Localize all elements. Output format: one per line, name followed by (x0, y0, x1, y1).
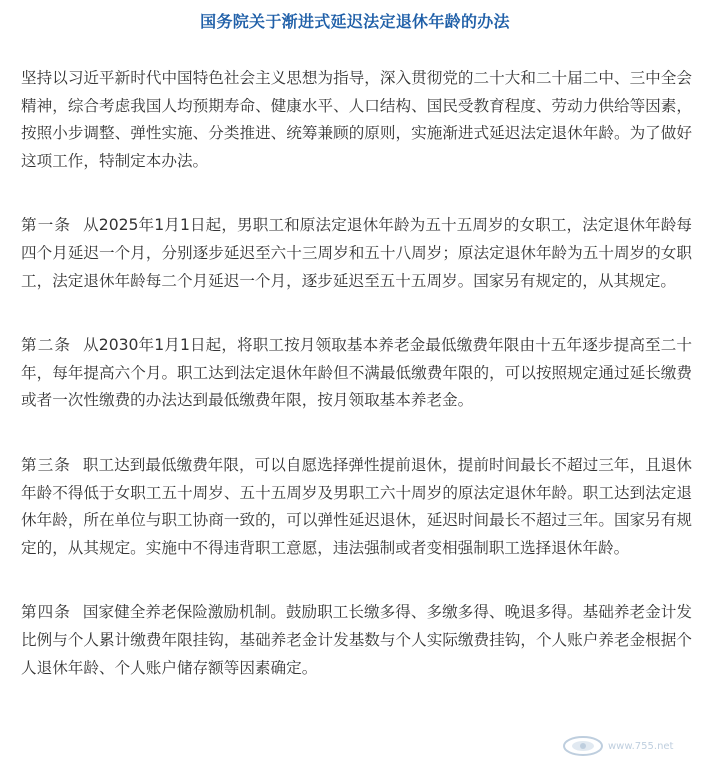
watermark-logo-icon (562, 734, 604, 758)
article-4 (21, 599, 692, 682)
document-title: 国务院关于渐进式延迟法定退休年龄的办法 (200, 12, 510, 31)
article-label: 第二条 (21, 336, 72, 355)
article-text: 从2030年1月1日起，将职工按月领取基本养老金最低缴费年限由十五年逐步提高至二十年，每年提高六个月。职工达到法定退休年龄但不满最低缴费年限的，可以按照规定通过延长缴费或者一次性缴费的办法达到最低缴费年限，按月领取基本养老金。 (21, 336, 692, 410)
article-label: 第四条 (21, 603, 71, 622)
article-text: 从2025年1月1日起，男职工和原法定退休年龄为五十五周岁的女职工，法定退休年龄每四个月延迟一个月，分别逐步延迟至六十三周岁和五十八周岁；原法定退休年龄为五十周岁的女职工，法定退休年龄每二个月延迟一个月，逐步延迟至五十五周岁。国家另有规定的，从其规定。 (21, 216, 692, 290)
preamble-paragraph: 坚持以习近平新时代中国特色社会主义思想为指导，深入贯彻党的二十大和二十届二中、三中全会精神，综合考虑我国人均预期寿命、健康水平、人口结构、国民受教育程度、劳动力供给等因素，按照小步调整、弹性实施、分类推进、统筹兼顾的原则，实施渐进式延迟法定退休年龄。为了做好这项工作，特制定本办法。 (21, 69, 692, 170)
article-label: 第一条 (21, 216, 72, 235)
article-text: 职工达到最低缴费年限，可以自愿选择弹性提前退休，提前时间最长不超过三年，且退休年龄不得低于女职工五十周岁、五十五周岁及男职工六十周岁的原法定退休年龄。职工达到法定退休年龄，所在单位与职工协商一致的，可以弹性延迟退休，延迟时间最长不超过三年。国家另有规定的，从其规定。实施中不得违背职工意愿，违法强制或者变相强制职工选择退休年龄。 (21, 455, 692, 557)
article-2 (21, 332, 692, 415)
article-text: 国家健全养老保险激励机制。鼓励职工长缴多得、多缴多得、晚退多得。基础养老金计发比例与个人累计缴费年限挂钩，基础养老金计发基数与个人实际缴费挂钩，个人账户养老金根据个人退休年龄、个人账户储存额等因素确定。 (21, 603, 692, 677)
site-watermark (562, 732, 702, 760)
watermark-text: www.755.net (608, 740, 674, 752)
article-3 (21, 452, 692, 562)
document-body (21, 65, 692, 719)
article-1 (21, 212, 692, 295)
article-label: 第三条 (21, 455, 71, 474)
